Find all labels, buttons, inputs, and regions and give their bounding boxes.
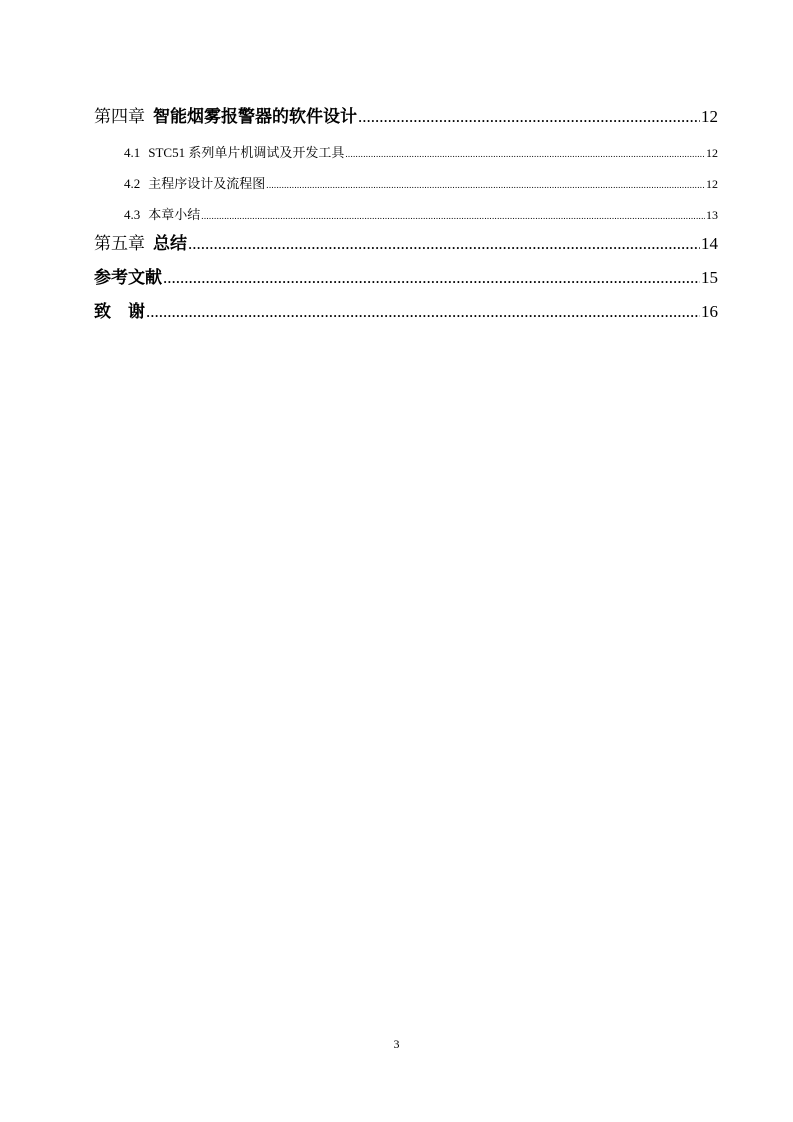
- toc-leader-dots: [358, 103, 700, 131]
- toc-entry-acknowledgements[interactable]: [94, 298, 718, 332]
- toc-entry-title: 参考文献: [94, 268, 162, 287]
- toc-page-number: 16: [701, 302, 718, 321]
- toc-entry-label: [124, 137, 344, 168]
- toc-entry-title: 总结: [153, 234, 187, 253]
- toc-entry-title: STC51 系列单片机调试及开发工具: [148, 145, 345, 160]
- toc-entry-title: 主程序设计及流程图: [148, 176, 266, 191]
- toc-entry-title: 智能烟雾报警器的软件设计: [153, 107, 357, 126]
- toc-section-number: 4.3: [124, 207, 141, 222]
- table-of-contents: [94, 103, 718, 332]
- toc-section-number: 4.1: [124, 145, 141, 160]
- toc-chapter-number: 第五章: [94, 234, 145, 253]
- toc-page-number: 12: [701, 107, 718, 126]
- toc-leader-dots: [345, 137, 705, 170]
- toc-leader-dots: [266, 168, 705, 201]
- toc-entry-label: [94, 230, 187, 258]
- toc-entry-label: [94, 264, 162, 292]
- toc-leader-dots: [146, 298, 700, 326]
- toc-entry-label: [124, 199, 200, 230]
- toc-leader-dots: [163, 264, 700, 292]
- toc-page-number: 15: [701, 268, 718, 287]
- toc-leader-dots: [201, 199, 705, 232]
- toc-chapter-number: 第四章: [94, 107, 145, 126]
- toc-section-number: 4.2: [124, 176, 141, 191]
- toc-entry-chapter-5[interactable]: [94, 230, 718, 264]
- toc-entry-4-2[interactable]: [94, 168, 718, 199]
- toc-leader-dots: [188, 230, 700, 258]
- page-footer-number: 3: [393, 1037, 400, 1051]
- toc-entry-label: [94, 298, 145, 326]
- toc-entry-chapter-4[interactable]: [94, 103, 718, 137]
- toc-entry-title: 本章小结: [148, 207, 201, 222]
- toc-page-number: 14: [701, 234, 718, 253]
- toc-entry-label: [124, 168, 265, 199]
- toc-page-number: 12: [706, 146, 718, 160]
- toc-page-number: 12: [706, 177, 718, 191]
- toc-page-number: 13: [706, 208, 718, 222]
- toc-entry-4-1[interactable]: [94, 137, 718, 168]
- toc-entry-references[interactable]: [94, 264, 718, 298]
- toc-entry-label: [94, 103, 357, 131]
- toc-entry-4-3[interactable]: [94, 199, 718, 230]
- toc-entry-title: 致 谢: [94, 302, 145, 321]
